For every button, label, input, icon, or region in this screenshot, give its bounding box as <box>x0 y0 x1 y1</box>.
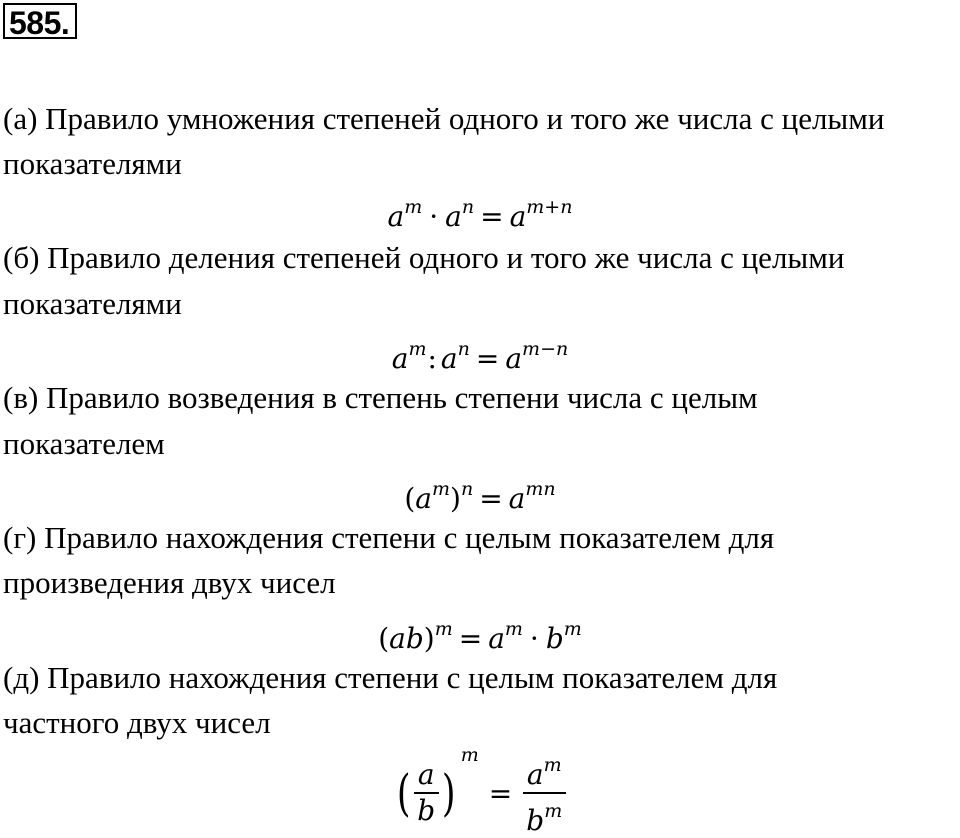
rule-e-line-1: (д) Правило нахождения степени с целым показателем для <box>3 660 778 695</box>
rule-a-line-1: (а) Правило умножения степеней одного и того же числа с целыми <box>3 101 885 136</box>
problem-number: 585. <box>3 3 77 39</box>
formula-e <box>0 744 960 838</box>
formula-a-exp3: m+n <box>526 196 573 218</box>
formula-e-rden-base: b <box>526 804 545 837</box>
rule-a-line-2: показателями <box>3 146 182 181</box>
formula-c-inner-exp: m <box>431 478 451 500</box>
formula-d-b1: a <box>488 622 505 655</box>
formula-e-open: ( <box>396 764 411 822</box>
formula-b-exp2: n <box>457 338 470 360</box>
formula-e-den: b <box>417 794 436 827</box>
formula-a-eq: = <box>480 200 504 233</box>
formula-e-eq: = <box>488 776 513 810</box>
formula-d-base: ab <box>389 622 424 655</box>
formula-c-rexp: mn <box>525 478 556 500</box>
formula-b-base3: a <box>505 342 523 375</box>
formula-e-close: ) <box>442 764 456 822</box>
formula-e-rden-exp: m <box>544 800 563 822</box>
formula-c-outer-exp: n <box>460 478 474 500</box>
formula-b-base2: a <box>440 342 458 375</box>
formula-d-op: · <box>529 622 539 655</box>
formula-a-base1: a <box>387 200 405 233</box>
formula-e-rnum-base: a <box>526 758 544 791</box>
formula-d-close: ) <box>423 622 435 655</box>
formula-e-right-fraction <box>522 748 566 838</box>
formula-e-rden <box>522 794 566 838</box>
formula-d-open: ( <box>378 622 390 655</box>
formula-a-base2: a <box>445 200 462 233</box>
formula-a-op: · <box>429 200 439 233</box>
formula-e-num: a <box>414 758 439 794</box>
formula-d-eq: = <box>458 622 483 655</box>
formula-e-rnum <box>523 748 566 794</box>
rule-c-line-1: (в) Правило возведения в степень степени числа с целым <box>3 380 758 415</box>
rule-e-line-2: частного двух чисел <box>3 705 271 740</box>
formula-c-open: ( <box>404 482 416 515</box>
rule-b-line-2: показателями <box>3 286 182 321</box>
rule-b-line-1: (б) Правило деления степеней одного и того же числа с целыми <box>3 240 845 275</box>
formula-e-rnum-exp: m <box>543 754 562 776</box>
rule-d-line-1: (г) Правило нахождения степени с целым показателем для <box>3 520 775 555</box>
formula-a <box>0 190 960 234</box>
formula-c-rbase: a <box>508 482 526 515</box>
formula-c-eq: = <box>479 482 503 515</box>
formula-b-exp1: m <box>408 338 427 360</box>
formula-b <box>0 332 960 376</box>
rule-c-line-2: показателем <box>3 426 165 461</box>
formula-b-eq: = <box>475 342 500 375</box>
formula-a-exp1: m <box>404 196 423 218</box>
formula-c-close: ) <box>450 482 461 515</box>
formula-c <box>0 472 960 516</box>
formula-e-left-fraction <box>413 758 439 828</box>
formula-c-base: a <box>415 482 432 515</box>
formula-e-exp: m <box>460 744 479 766</box>
formula-d-e2: m <box>563 618 582 640</box>
formula-a-exp2: n <box>461 196 475 218</box>
formula-d-e1: m <box>504 618 523 640</box>
formula-b-base1: a <box>391 342 409 375</box>
formula-d <box>0 612 960 656</box>
formula-d-exp: m <box>434 618 453 640</box>
formula-d-b2: b <box>545 622 564 655</box>
formula-b-op: : <box>427 342 437 375</box>
formula-a-base3: a <box>509 200 527 233</box>
formula-b-exp3: m−n <box>522 338 569 360</box>
rule-d-line-2: произведения двух чисел <box>3 565 336 600</box>
